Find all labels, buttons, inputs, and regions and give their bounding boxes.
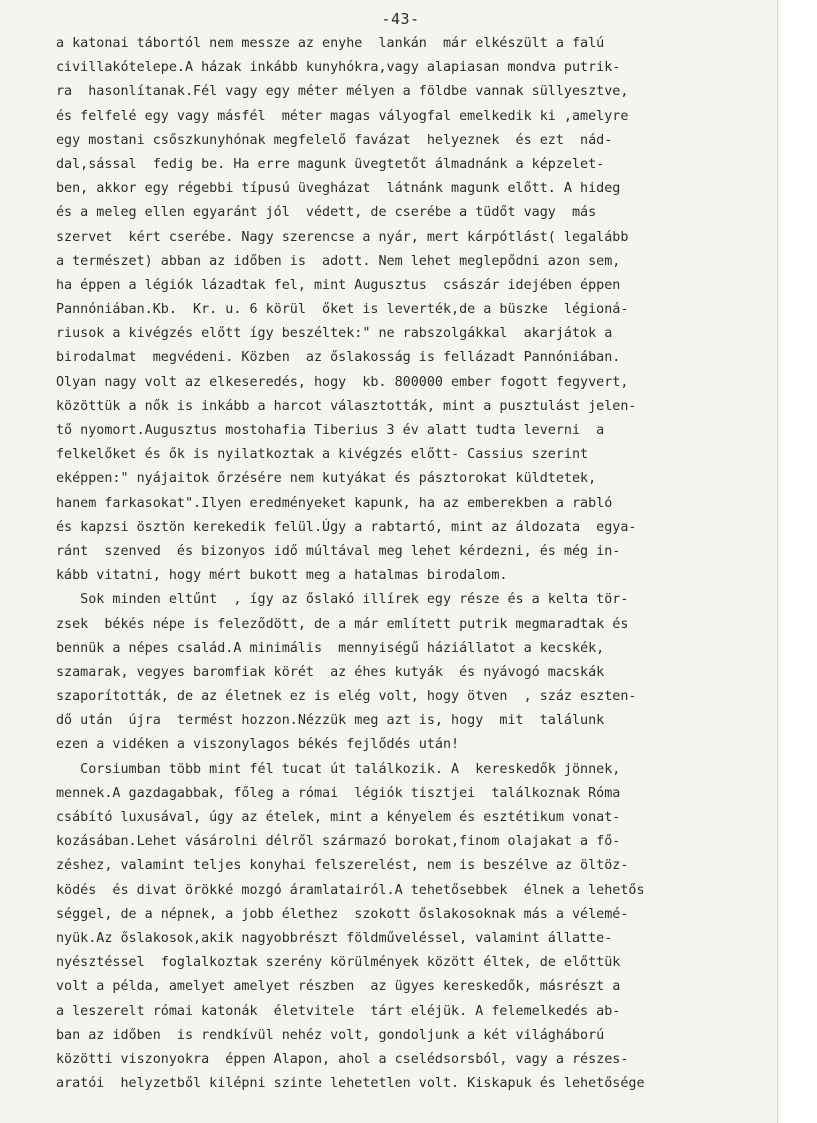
text-line: ránt szenved és bizonyos idő múltával meg lehet kérdezni, és még in- bbox=[56, 543, 621, 559]
text-line: séggel, de a népnek, a jobb élethez szokott őslakosoknak más a vélemé- bbox=[56, 906, 629, 922]
text-line: a leszerelt római katonák életvitele tárt eléjük. A felemelkedés ab- bbox=[56, 1003, 621, 1019]
text-line: aratói helyzetből kilépni szinte lehetetlen volt. Kiskapuk és lehetősége bbox=[56, 1076, 645, 1092]
text-line: Olyan nagy volt az elkeseredés, hogy kb. 800000 ember fogott fegyvert, bbox=[56, 374, 629, 390]
text-line: szaporították, de az életnek ez is elég volt, hogy ötven , száz eszten- bbox=[56, 689, 637, 705]
text-line: és felfelé egy vagy másfél méter magas vályogfal emelkedik ki ,amelyre bbox=[56, 108, 629, 124]
text-line: ködés és divat örökké mozgó áramlatairól.A tehetősebbek élnek a lehetős bbox=[56, 882, 645, 898]
text-line: csábító luxusával, úgy az ételek, mint a kényelem és esztétikum vonat- bbox=[56, 810, 621, 825]
text-line: dő után újra termést hozzon.Nézzük meg azt is, hogy mit találunk bbox=[56, 713, 605, 729]
text-line: zéshez, valamint teljes konyhai felszerelést, nem is beszélve az öltöz- bbox=[56, 858, 629, 874]
text-line: zsek békés népe is feleződött, de a már említett putrik megmaradtak és bbox=[56, 616, 629, 632]
text-line: ezen a vidéken a viszonylagos békés fejlődés után! bbox=[56, 737, 460, 753]
page-body-text bbox=[56, 32, 776, 1096]
text-line: bennük a népes család.A minimális mennyiségű háziállatot a kecskék, bbox=[56, 640, 605, 656]
text-line: és kapzsi ösztön kerekedik felül.Úgy a rabtartó, mint az áldozata egya- bbox=[56, 519, 637, 535]
text-line: nyésztéssel foglalkoztak szerény körülmények között éltek, de előttük bbox=[56, 955, 621, 971]
text-line: közöttük a nők is inkább a harcot választották, mint a pusztulást jelen- bbox=[56, 398, 637, 414]
text-line: dal,sással fedig be. Ha erre magunk üvegtetőt álmadnánk a képzelet- bbox=[56, 156, 605, 172]
text-line: Pannóniában.Kb. Kr. u. 6 körül őket is leverték,de a büszke légioná- bbox=[56, 302, 629, 318]
text-line: a természet) abban az időben is adott. Nem lehet meglepődni azon sem, bbox=[56, 253, 621, 269]
page-number: -43- bbox=[381, 10, 420, 28]
text-line: a katonai tábortól nem messze az enyhe lankán már elkészült a falú bbox=[56, 36, 605, 51]
text-line: tő nyomort.Augusztus mostohafia Tiberius 3 év alatt tudta leverni a bbox=[56, 423, 605, 438]
text-line: birodalmat megvédeni. Közben az őslakosság is fellázadt Pannóniában. bbox=[56, 350, 621, 366]
text-line: ha éppen a légiók lázadtak fel, mint Augusztus császár idejében éppen bbox=[56, 277, 621, 293]
text-line: és a meleg ellen egyaránt jól védett, de cserébe a tüdőt vagy más bbox=[56, 205, 597, 221]
text-line: egy mostani csőszkunyhónak megfelelő favázat helyeznek és ezt nád- bbox=[56, 132, 613, 148]
text-line: közötti viszonyokra éppen Alapon, ahol a cselédsorsból, vagy a részes- bbox=[56, 1051, 629, 1067]
text-line: kább vitatni, hogy mért bukott meg a hatalmas birodalom. bbox=[56, 568, 508, 584]
text-line: ben, akkor egy régebbi típusú üvegházat látnánk magunk előtt. A hideg bbox=[56, 181, 621, 197]
text-line: riusok a kivégzés előtt így beszéltek:" ne rabszolgákkal akarjátok a bbox=[56, 326, 613, 342]
text-line: szamarak, vegyes baromfiak körét az éhes kutyák és nyávogó macskák bbox=[56, 664, 605, 680]
text-line: civillakótelepe.A házak inkább kunyhókra,vagy alapiasan mondva putrik- bbox=[56, 60, 621, 76]
text-line: ban az időben is rendkívül nehéz volt, gondoljunk a két világháború bbox=[56, 1027, 605, 1043]
text-line: Sok minden eltűnt , így az őslakó illírek egy része és a kelta tör- bbox=[56, 592, 629, 608]
text-line: hanem farkasokat".Ilyen eredményeket kapunk, ha az emberekben a rabló bbox=[56, 495, 613, 511]
text-line: mennek.A gazdagabbak, főleg a római légiók tisztjei találkoznak Róma bbox=[56, 785, 621, 801]
text-line: Corsiumban több mint fél tucat út találkozik. A kereskedők jönnek, bbox=[56, 761, 621, 777]
text-line: szervet kért cserébe. Nagy szerencse a nyár, mert kárpótlást( legalább bbox=[56, 229, 629, 245]
text-line: eképpen:" nyájaitok őrzésére nem kutyákat és pásztorokat küldtetek, bbox=[56, 471, 597, 487]
text-line: felkelőket és ők is nyilatkoztak a kivégzés előtt- Cassius szerint bbox=[56, 447, 589, 463]
text-line: volt a példa, amelyet amelyet részben az ügyes kereskedők, másrészt a bbox=[56, 979, 621, 995]
text-line: ra hasonlítanak.Fél vagy egy méter mélyen a földbe vannak süllyesztve, bbox=[56, 84, 629, 100]
text-line: kozásában.Lehet vásárolni délről származó borokat,finom olajakat a fő- bbox=[56, 834, 621, 850]
text-line: nyük.Az őslakosok,akik nagyobbrészt földműveléssel, valamint állatte- bbox=[56, 930, 613, 946]
